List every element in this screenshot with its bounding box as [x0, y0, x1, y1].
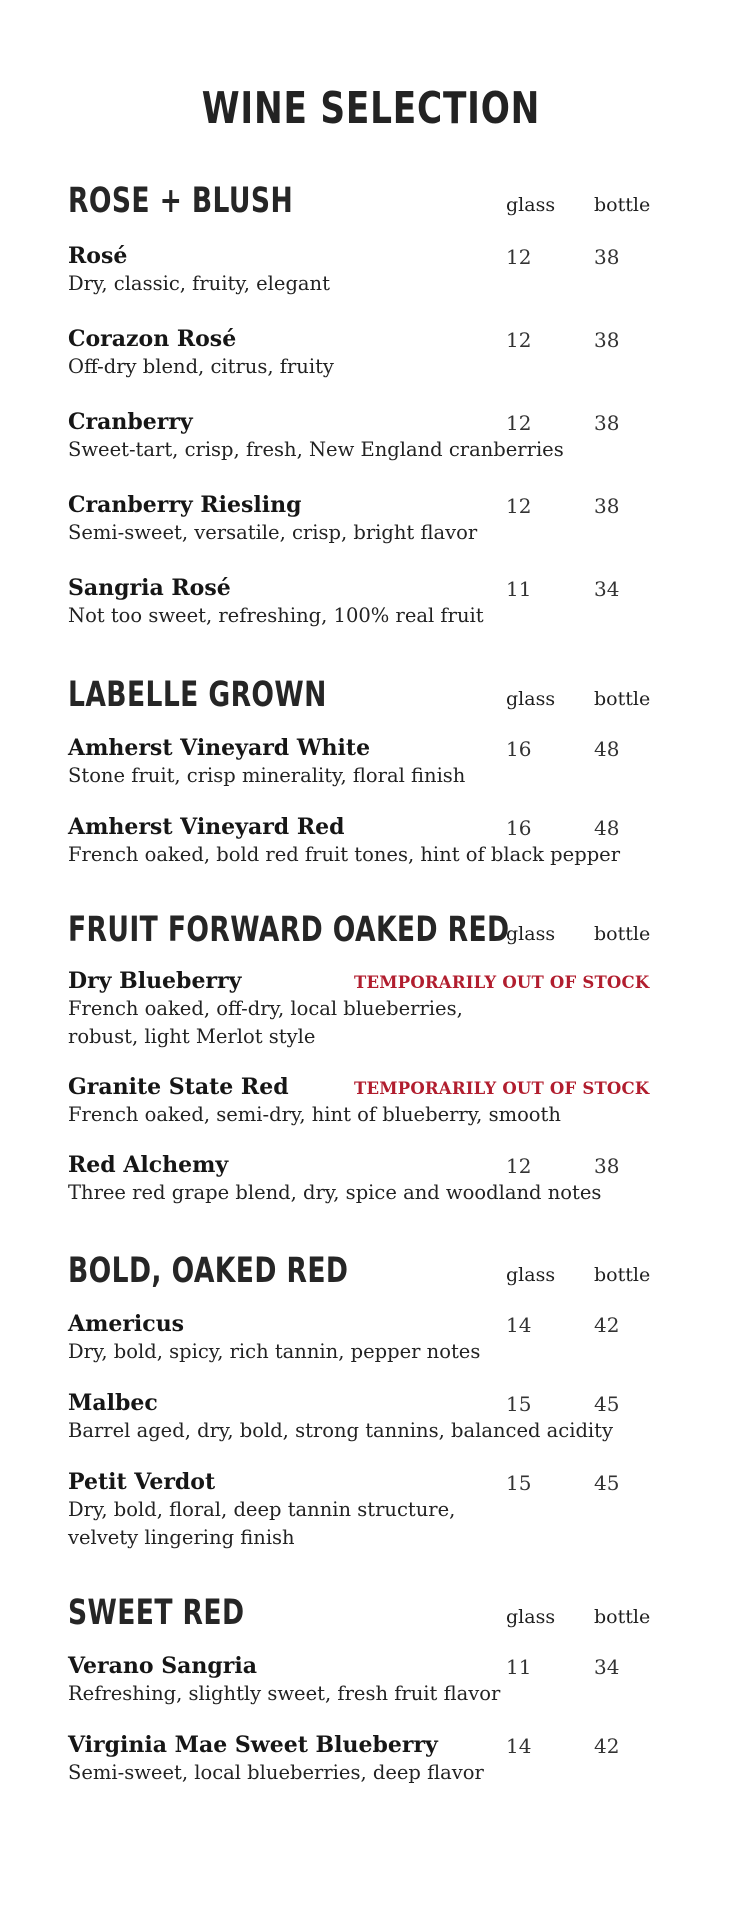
glass-price: 12	[506, 494, 532, 518]
wine-name: Corazon Rosé	[68, 326, 237, 352]
wine-description: Dry, bold, spicy, rich tannin, pepper notes	[68, 1340, 481, 1363]
glass-price: 14	[506, 1734, 532, 1758]
glass-price: 11	[506, 577, 532, 601]
wine-name: Dry Blueberry	[68, 968, 242, 994]
glass-price: 12	[506, 328, 532, 352]
wine-name: Malbec	[68, 1390, 158, 1416]
menu-section	[68, 672, 668, 718]
bottle-price: 42	[594, 1313, 620, 1337]
section-title: FRUIT FORWARD OAKED RED	[68, 910, 510, 950]
wine-item	[68, 1652, 688, 1708]
wine-name: Cranberry	[68, 409, 193, 435]
menu-section	[68, 907, 668, 953]
wine-item	[68, 1151, 688, 1207]
wine-description: Three red grape blend, dry, spice and woodland notes	[68, 1181, 602, 1204]
wine-description: robust, light Merlot style	[68, 1025, 316, 1048]
bottle-price: 48	[594, 737, 620, 761]
column-label-bottle: bottle	[594, 688, 651, 710]
wine-item	[68, 1468, 688, 1552]
glass-price: 14	[506, 1313, 532, 1337]
wine-name: Sangria Rosé	[68, 575, 231, 601]
menu-section	[68, 1248, 668, 1294]
bottle-price: 45	[594, 1471, 620, 1495]
wine-name: Granite State Red	[68, 1074, 289, 1100]
column-label-glass: glass	[506, 1264, 556, 1286]
wine-name: Cranberry Riesling	[68, 492, 302, 518]
bottle-price: 42	[594, 1734, 620, 1758]
column-label-glass: glass	[506, 194, 556, 216]
section-title: LABELLE GROWN	[68, 675, 327, 715]
section-title: SWEET RED	[68, 1593, 245, 1633]
menu-section	[68, 178, 668, 224]
wine-item	[68, 734, 688, 790]
wine-item	[68, 242, 688, 298]
section-header	[68, 907, 668, 953]
wine-description: French oaked, semi-dry, hint of blueberry, smooth	[68, 1103, 561, 1126]
wine-item	[68, 574, 688, 630]
wine-item	[68, 967, 688, 1051]
wine-description: Stone fruit, crisp minerality, floral finish	[68, 764, 466, 787]
bottle-price: 38	[594, 328, 620, 352]
wine-item	[68, 491, 688, 547]
column-label-glass: glass	[506, 1606, 556, 1628]
wine-description: Barrel aged, dry, bold, strong tannins, balanced acidity	[68, 1419, 614, 1442]
wine-item	[68, 325, 688, 381]
wine-description: French oaked, off-dry, local blueberries,	[68, 997, 463, 1020]
bottle-price: 34	[594, 577, 620, 601]
wine-description: Semi-sweet, versatile, crisp, bright flavor	[68, 521, 478, 544]
wine-name: Amherst Vineyard Red	[68, 814, 345, 840]
wine-item	[68, 813, 688, 869]
wine-item	[68, 408, 688, 464]
section-header	[68, 1590, 668, 1636]
bottle-price: 38	[594, 411, 620, 435]
glass-price: 15	[506, 1471, 532, 1495]
column-label-bottle: bottle	[594, 923, 651, 945]
column-label-bottle: bottle	[594, 1264, 651, 1286]
wine-description: Off-dry blend, citrus, fruity	[68, 355, 334, 378]
glass-price: 12	[506, 245, 532, 269]
menu-section	[68, 1590, 668, 1636]
wine-name: Amherst Vineyard White	[68, 735, 371, 761]
glass-price: 16	[506, 816, 532, 840]
glass-price: 12	[506, 1154, 532, 1178]
wine-name: Virginia Mae Sweet Blueberry	[68, 1732, 438, 1758]
bottle-price: 45	[594, 1392, 620, 1416]
wine-description: Refreshing, slightly sweet, fresh fruit flavor	[68, 1682, 501, 1705]
section-title: BOLD, OAKED RED	[68, 1251, 349, 1291]
wine-description: velvety lingering finish	[68, 1526, 295, 1549]
wine-item	[68, 1731, 688, 1787]
glass-price: 11	[506, 1655, 532, 1679]
wine-description: Semi-sweet, local blueberries, deep flavor	[68, 1761, 484, 1784]
wine-name: Verano Sangria	[68, 1653, 257, 1679]
column-label-bottle: bottle	[594, 194, 651, 216]
glass-price: 15	[506, 1392, 532, 1416]
bottle-price: 38	[594, 245, 620, 269]
bottle-price: 34	[594, 1655, 620, 1679]
out-of-stock-notice: TEMPORARILY OUT OF STOCK	[354, 973, 650, 992]
wine-description: Sweet-tart, crisp, fresh, New England cranberries	[68, 438, 564, 461]
column-label-glass: glass	[506, 923, 556, 945]
bottle-price: 48	[594, 816, 620, 840]
glass-price: 12	[506, 411, 532, 435]
wine-name: Americus	[68, 1311, 185, 1337]
bottle-price: 38	[594, 1154, 620, 1178]
bottle-price: 38	[594, 494, 620, 518]
out-of-stock-notice: TEMPORARILY OUT OF STOCK	[354, 1079, 650, 1098]
wine-description: Dry, classic, fruity, elegant	[68, 272, 330, 295]
wine-description: Dry, bold, floral, deep tannin structure,	[68, 1498, 456, 1521]
section-header	[68, 1248, 668, 1294]
wine-item	[68, 1310, 688, 1366]
wine-name: Petit Verdot	[68, 1469, 216, 1495]
glass-price: 16	[506, 737, 532, 761]
wine-item	[68, 1073, 688, 1129]
page-title: WINE SELECTION	[201, 83, 541, 134]
column-label-bottle: bottle	[594, 1606, 651, 1628]
column-label-glass: glass	[506, 688, 556, 710]
wine-description: Not too sweet, refreshing, 100% real fruit	[68, 604, 484, 627]
wine-name: Rosé	[68, 243, 128, 269]
section-title: ROSE + BLUSH	[68, 181, 294, 221]
section-header	[68, 672, 668, 718]
section-header	[68, 178, 668, 224]
wine-item	[68, 1389, 688, 1445]
wine-description: French oaked, bold red fruit tones, hint of black pepper	[68, 843, 621, 866]
wine-name: Red Alchemy	[68, 1152, 229, 1178]
